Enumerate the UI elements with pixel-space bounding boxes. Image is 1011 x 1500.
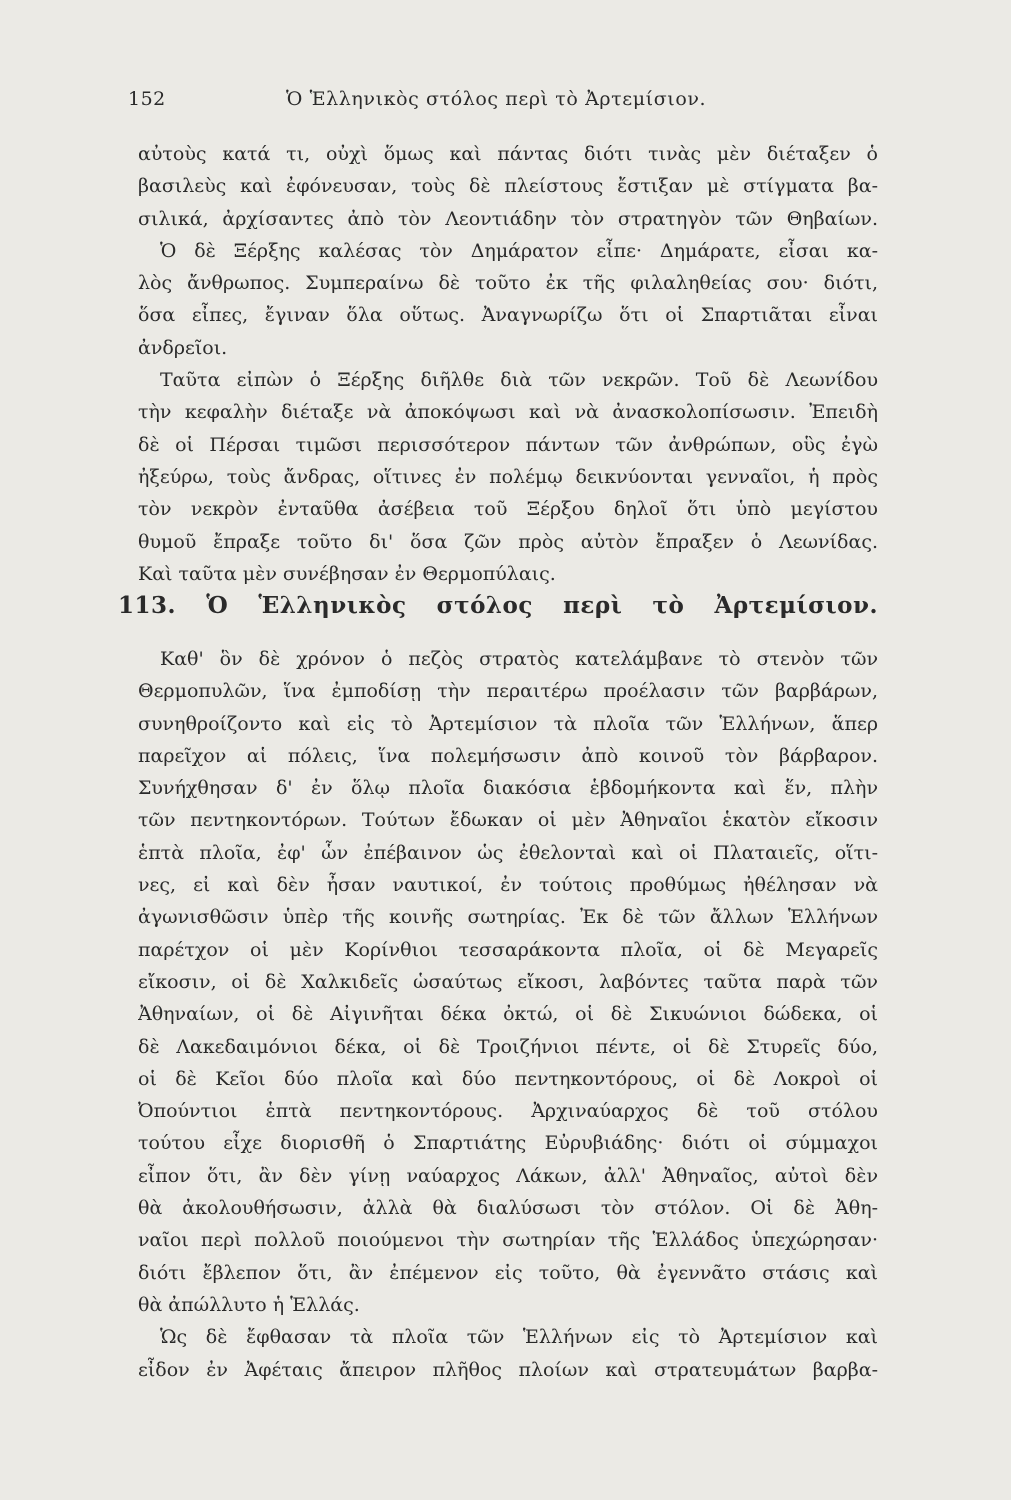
- text-line: παρέτχον οἱ μὲν Κορίνθιοι τεσσαράκοντα πλοῖα, οἱ δὲ Μεγαρεῖς: [138, 938, 878, 961]
- text-line: εἶπον ὅτι, ἂν δὲν γίνῃ ναύαρχος Λάκων, ἀλλ' Ἀθηναῖος, αὐτοὶ δὲν: [138, 1164, 878, 1187]
- text-line: ἀνδρεῖοι.: [138, 336, 228, 359]
- text-line: λὸς ἄνθρωπος. Συμπεραίνω δὲ τοῦτο ἐκ τῆς φιλαληθείας σου· διότι,: [138, 272, 878, 295]
- text-line: Καὶ ταῦτα μὲν συνέβησαν ἐν Θερμοπύλαις.: [138, 562, 556, 585]
- text-line: ἀγωνισθῶσιν ὑπὲρ τῆς κοινῆς σωτηρίας. Ἐκ δὲ τῶν ἄλλων Ἑλλήνων: [138, 906, 878, 929]
- text-line: συνηθροίζοντο καὶ εἰς τὸ Ἀρτεμίσιον τὰ πλοῖα τῶν Ἑλλήνων, ἅπερ: [138, 712, 878, 735]
- text-line: Θερμοπυλῶν, ἵνα ἐμποδίσῃ τὴν περαιτέρω προέλασιν τῶν βαρβάρων,: [138, 680, 878, 703]
- text-line: ἑπτὰ πλοῖα, ἐφ' ὧν ἐπέβαινον ὡς ἐθελονταὶ καὶ οἱ Πλαταιεῖς, οἵτι-: [138, 841, 878, 864]
- text-line: εἶδον ἐν Ἀφέταις ἄπειρον πλῆθος πλοίων καὶ στρατευμάτων βαρβα-: [138, 1358, 878, 1381]
- text-line: δὲ Λακεδαιμόνιοι δέκα, οἱ δὲ Τροιζήνιοι πέντε, οἱ δὲ Στυρεῖς δύο,: [138, 1035, 878, 1058]
- text-line: εἴκοσιν, οἱ δὲ Χαλκιδεῖς ὡσαύτως εἴκοσι, λαβόντες ταῦτα παρὰ τῶν: [138, 970, 878, 993]
- running-title: Ὁ Ἑλληνικὸς στόλος περὶ τὸ Ἀρτεμίσιον.: [286, 88, 707, 110]
- section-heading: 113. Ὁ Ἑλληνικὸς στόλος περὶ τὸ Ἀρτεμίσιον.: [118, 592, 878, 619]
- text-line: Ὡς δὲ ἔφθασαν τὰ πλοῖα τῶν Ἑλλήνων εἰς τὸ Ἀρτεμίσιον καὶ: [160, 1326, 878, 1349]
- text-line: θὰ ἀπώλλυτο ἡ Ἑλλάς.: [138, 1293, 360, 1316]
- text-line: ἠξεύρω, τοὺς ἄνδρας, οἵτινες ἐν πολέμῳ δεικνύονται γενναῖοι, ἡ πρὸς: [138, 465, 878, 488]
- text-line: Ταῦτα εἰπὼν ὁ Ξέρξης διῆλθε διὰ τῶν νεκρῶν. Τοῦ δὲ Λεωνίδου: [160, 369, 878, 392]
- page-number: 152: [128, 88, 166, 110]
- text-line: ναῖοι περὶ πολλοῦ ποιούμενοι τὴν σωτηρίαν τῆς Ἑλλάδος ὑπεχώρησαν·: [138, 1229, 878, 1252]
- text-line: διότι ἔβλεπον ὅτι, ἂν ἐπέμενον εἰς τοῦτο, θὰ ἐγεννᾶτο στάσις καὶ: [138, 1261, 878, 1284]
- text-line: Ὁ δὲ Ξέρξης καλέσας τὸν Δημάρατον εἶπε· Δημάρατε, εἶσαι κα-: [160, 239, 878, 262]
- text-line: θὰ ἀκολουθήσωσιν, ἀλλὰ θὰ διαλύσωσι τὸν στόλον. Οἱ δὲ Ἀθη-: [138, 1197, 878, 1220]
- text-block-fleet: [138, 643, 878, 1386]
- text-line: τὴν κεφαλὴν διέταξε νὰ ἀποκόψωσι καὶ νὰ ἀνασκολοπίσωσιν. Ἐπειδὴ: [138, 401, 878, 424]
- text-line: οἱ δὲ Κεῖοι δύο πλοῖα καὶ δύο πεντηκοντόρους, οἱ δὲ Λοκροὶ οἱ: [138, 1067, 878, 1090]
- page-header: [128, 86, 883, 116]
- text-line: τὸν νεκρὸν ἐνταῦθα ἀσέβεια τοῦ Ξέρξου δηλοῖ ὅτι ὑπὸ μεγίστου: [138, 498, 878, 521]
- text-line: δὲ οἱ Πέρσαι τιμῶσι περισσότερον πάντων τῶν ἀνθρώπων, οὓς ἐγὼ: [138, 433, 878, 456]
- text-line: Ἀθηναίων, οἱ δὲ Αἰγινῆται δέκα ὀκτώ, οἱ δὲ Σικυώνιοι δώδεκα, οἱ: [138, 1003, 878, 1026]
- text-line: νες, εἰ καὶ δὲν ἦσαν ναυτικοί, ἐν τούτοις προθύμως ἠθέλησαν νὰ: [138, 874, 878, 897]
- text-line: αὐτοὺς κατά τι, οὐχὶ ὅμως καὶ πάντας διότι τινὰς μὲν διέταξεν ὁ: [138, 143, 878, 165]
- text-line: Καθ' ὃν δὲ χρόνον ὁ πεζὸς στρατὸς κατελάμβανε τὸ στενὸν τῶν: [160, 648, 878, 670]
- text-line: θυμοῦ ἔπραξε τοῦτο δι' ὅσα ζῶν πρὸς αὐτὸν ἔπραξεν ὁ Λεωνίδας.: [138, 530, 878, 553]
- text-line: τῶν πεντηκοντόρων. Τούτων ἔδωκαν οἱ μὲν Ἀθηναῖοι ἑκατὸν εἴκοσιν: [138, 809, 878, 832]
- text-line: σιλικά, ἀρχίσαντες ἀπὸ τὸν Λεοντιάδην τὸν στρατηγὸν τῶν Θηβαίων.: [138, 207, 878, 230]
- text-line: τούτου εἶχε διορισθῆ ὁ Σπαρτιάτης Εὐρυβιάδης· διότι οἱ σύμμαχοι: [138, 1132, 878, 1155]
- text-block-xerxes: [138, 138, 878, 590]
- text-line: ὅσα εἶπες, ἔγιναν ὅλα οὕτως. Ἀναγνωρίζω ὅτι οἱ Σπαρτιᾶται εἶναι: [138, 304, 878, 327]
- text-line: βασιλεὺς καὶ ἐφόνευσαν, τοὺς δὲ πλείστους ἔστιξαν μὲ στίγματα βα-: [138, 175, 878, 198]
- text-line: Συνήχθησαν δ' ἐν ὅλῳ πλοῖα διακόσια ἑβδομήκοντα καὶ ἕν, πλὴν: [138, 777, 878, 800]
- text-line: παρεῖχον αἱ πόλεις, ἵνα πολεμήσωσιν ἀπὸ κοινοῦ τὸν βάρβαρον.: [138, 744, 878, 767]
- text-line: Ὀπούντιοι ἑπτὰ πεντηκοντόρους. Ἀρχιναύαρχος δὲ τοῦ στόλου: [138, 1100, 878, 1123]
